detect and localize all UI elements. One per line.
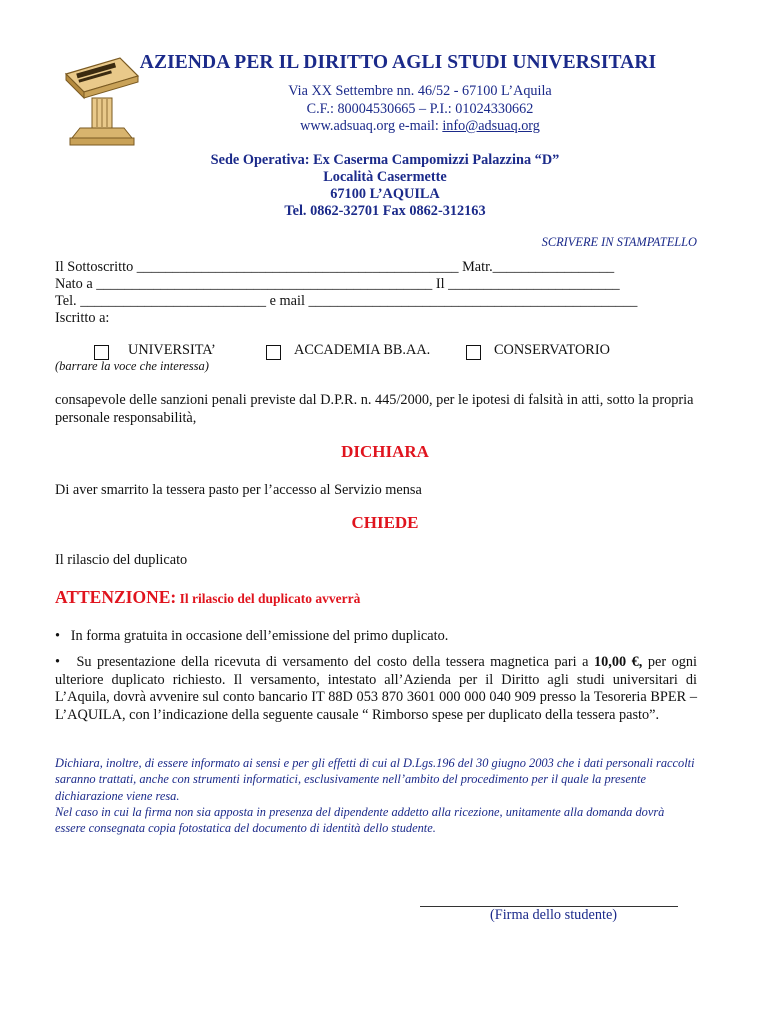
sede-line-2: Località Casermette (323, 169, 447, 185)
attenzione-line (55, 587, 360, 608)
checkbox-universita[interactable] (94, 345, 109, 360)
dichiara-text: Di aver smarrito la tessera pasto per l’accesso al Servizio mensa (55, 482, 422, 498)
form-line-contacts[interactable]: Tel. __________________________ e mail ______________________________________________ (55, 293, 638, 309)
bullet-2-text-post: per ogni ulteriore duplicato richiesto. Il versamento, intestato all’Azienda per il Diritto agli studi universitari di L’Aquila, dovrà avvenire sul conto bancario IT 88D 053 870 3601 000 000 040 909 presso la Tesoreria BPER – L’AQUILA, con l’indicazione della seguente causale “ Rimborso spese per duplicato della tessera pasto”. (55, 654, 698, 723)
privacy-notice (55, 755, 695, 836)
stamp-instruction: SCRIVERE IN STAMPATELLO (541, 235, 697, 249)
dichiara-heading: DICHIARA (341, 442, 429, 461)
label-universita: UNIVERSITA’ (128, 342, 216, 358)
agency-website: www.adsuaq.org e-mail: (300, 118, 443, 134)
bullet-item-2 (55, 654, 697, 724)
checkbox-hint: (barrare la voce che interessa) (55, 359, 209, 373)
form-line-nato[interactable]: Nato a _______________________________________________ Il ________________________ (55, 276, 620, 292)
bullet-2-amount: 10,00 €, (593, 654, 643, 670)
checkbox-conservatorio[interactable] (466, 345, 481, 360)
agency-fiscal-codes: C.F.: 80004530665 – P.I.: 01024330662 (306, 101, 534, 117)
label-accademia: ACCADEMIA BB.AA. (294, 342, 431, 358)
signature-label: (Firma dello studente) (490, 907, 618, 923)
agency-title: AZIENDA PER IL DIRITTO AGLI STUDI UNIVERSITARI (139, 52, 657, 73)
chiede-heading: CHIEDE (351, 513, 419, 532)
bullet-dot-icon: • (55, 628, 71, 644)
bullet-item-1 (55, 628, 448, 645)
form-line-sottoscritto[interactable]: Il Sottoscritto _____________________________________________ Matr._________________ (55, 259, 615, 275)
sede-line-3: 67100 L’AQUILA (330, 186, 440, 202)
agency-address: Via XX Settembre nn. 46/52 - 67100 L’Aquila (288, 83, 552, 99)
consapevole-paragraph: consapevole delle sanzioni penali previste dal D.P.R. n. 445/2000, per le ipotesi di falsità in atti, sotto la propria personale responsabilità, (55, 392, 694, 426)
sede-line-1: Sede Operativa: Ex Caserma Campomizzi Palazzina “D” (210, 152, 560, 168)
bullet-1-text: In forma gratuita in occasione dell’emissione del primo duplicato. (70, 628, 449, 644)
form-line-iscritto: Iscritto a: (55, 310, 110, 326)
bullet-2-text-pre: Su presentazione della ricevuta di versamento del costo della tessera magnetica pari a (76, 654, 594, 670)
agency-contacts (200, 118, 640, 135)
checkbox-accademia[interactable] (266, 345, 281, 360)
privacy-paragraph-1: Dichiara, inoltre, di essere informato ai sensi e per gli effetti di cui al D.Lgs.196 del 30 giugno 2003 che i dati personali raccolti saranno trattati, anche con strumenti informatici, esclusivamente nell’ambito del procedimento per il quale la presente dichiarazione viene resa. (55, 756, 695, 803)
podium-logo-icon (58, 52, 142, 148)
chiede-text: Il rilascio del duplicato (55, 552, 188, 568)
privacy-paragraph-2: Nel caso in cui la firma non sia apposta in presenza del dipendente addetto alla ricezione, unitamente alla domanda dovrà essere consegnata copia fotostatica del documento di identità dello studente. (55, 804, 665, 836)
label-conservatorio: CONSERVATORIO (494, 342, 610, 358)
sede-line-4: Tel. 0862-32701 Fax 0862-312163 (284, 203, 486, 219)
agency-email-link[interactable]: info@adsuaq.org (442, 118, 540, 134)
attenzione-text: Il rilascio del duplicato avverrà (176, 591, 361, 606)
attenzione-label: ATTENZIONE: (55, 587, 177, 607)
bullet-dot-icon: • (55, 654, 77, 670)
